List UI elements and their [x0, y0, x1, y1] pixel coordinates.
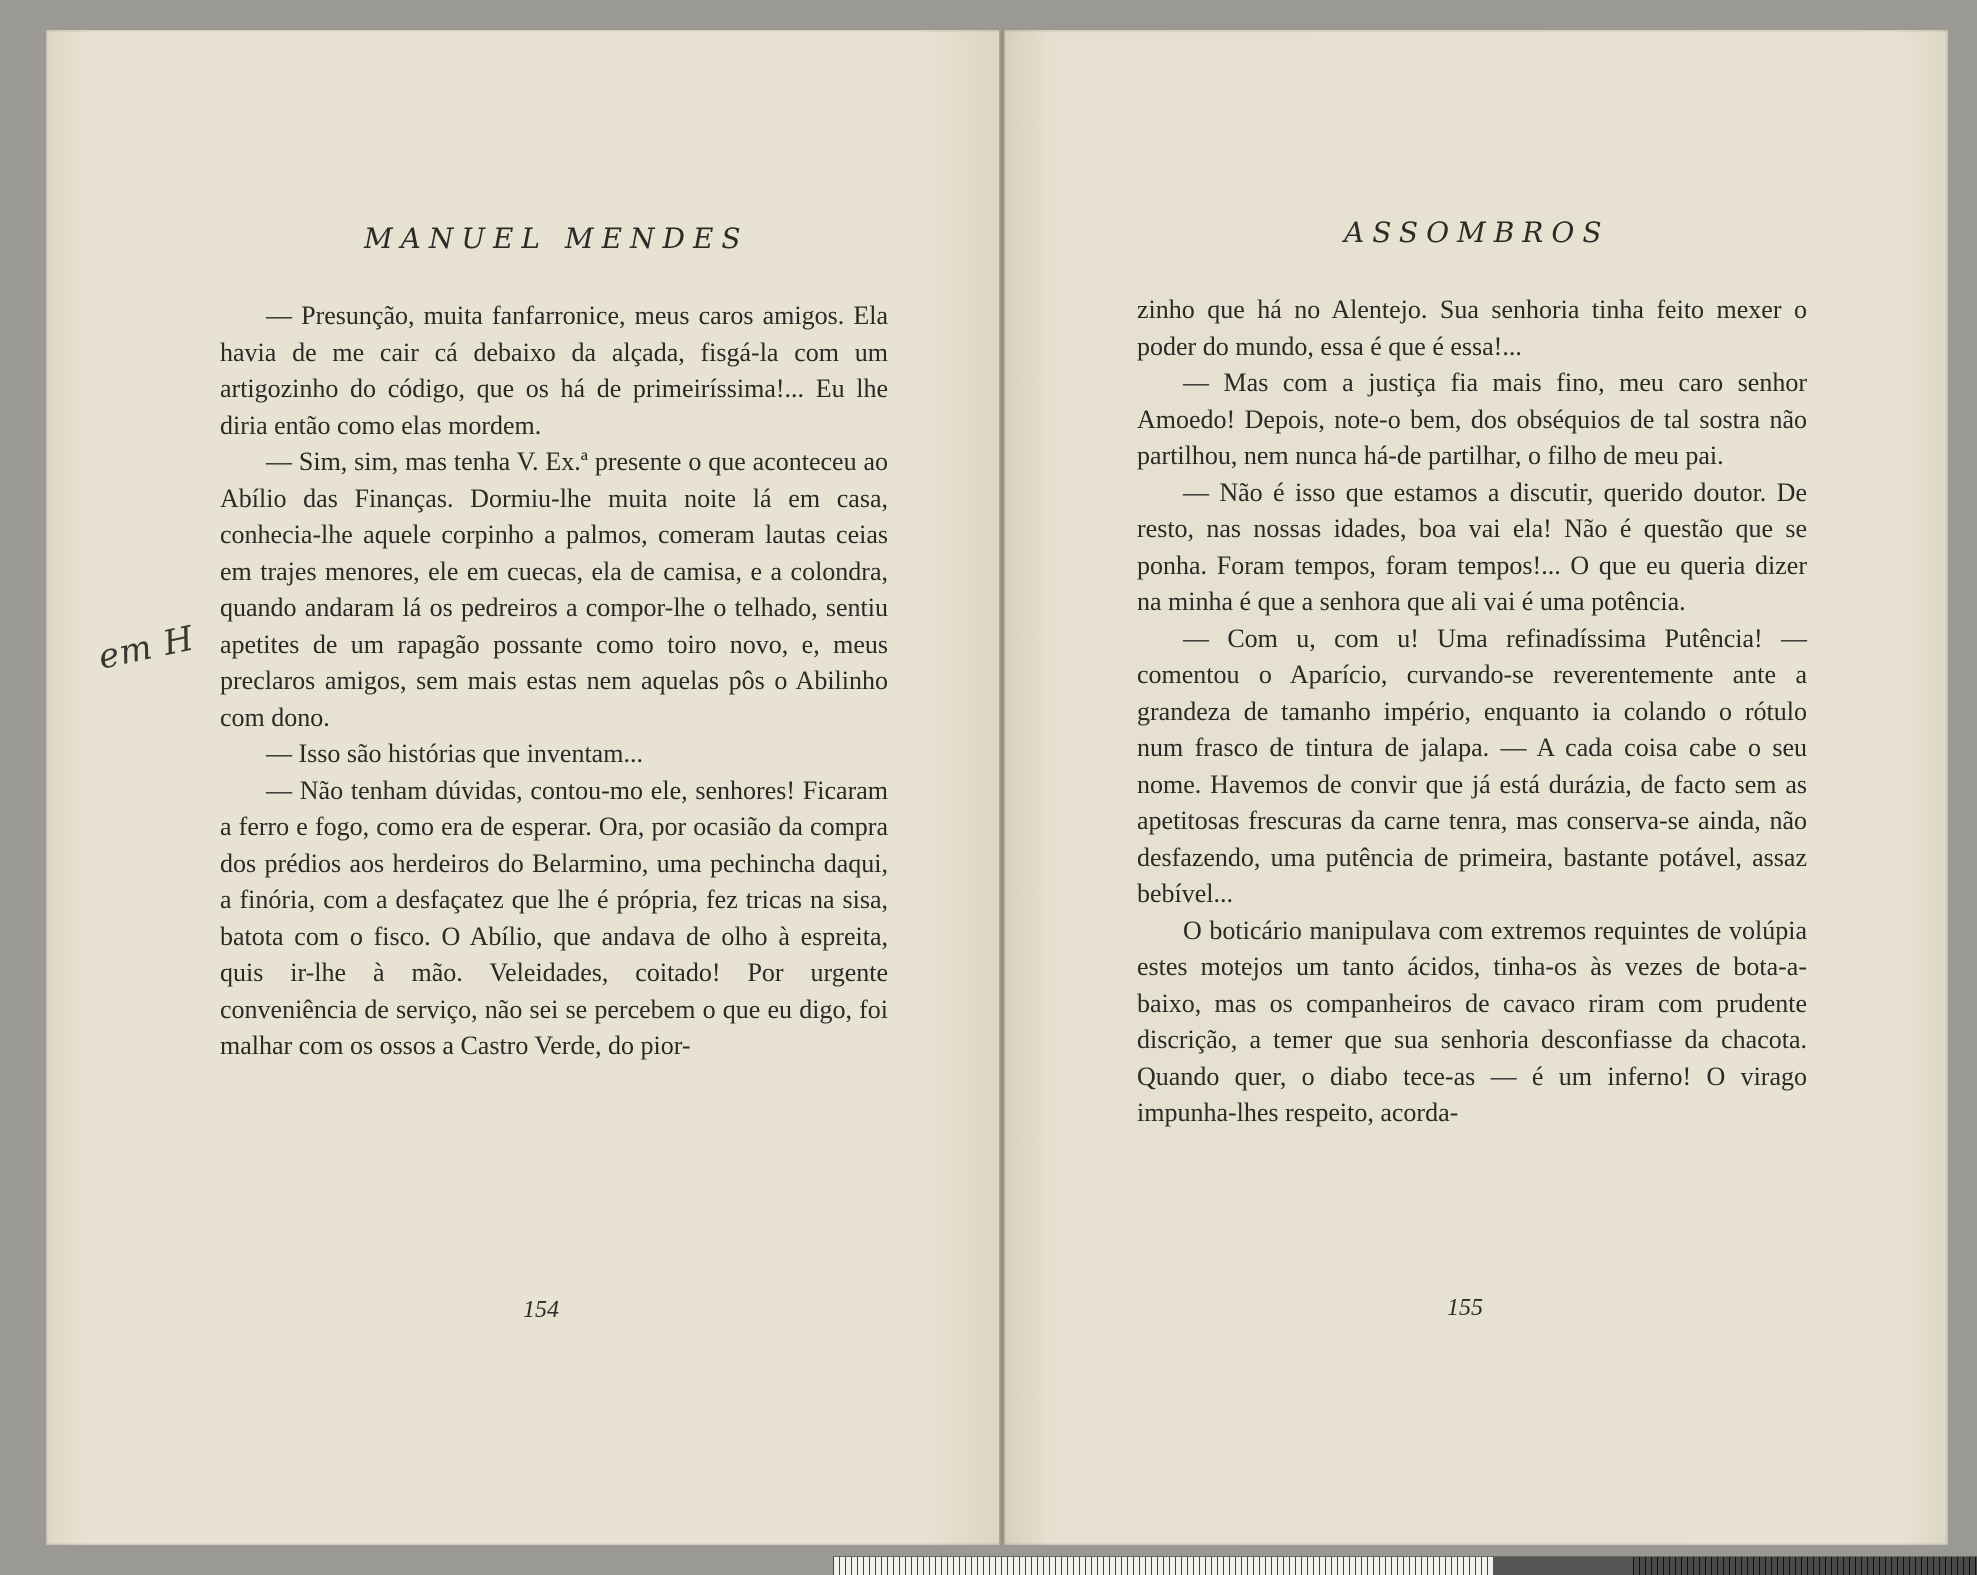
- book-gutter: [999, 30, 1005, 1545]
- right-running-head: ASSOMBROS: [1344, 216, 1610, 249]
- paragraph: — Presunção, muita fanfarronice, meus caros amigos. Ela havia de me cair cá debaixo da alçada, fisgá-la com um artigozinho do código, que os há de primeiríssima!... Eu lhe diria então como elas mordem.: [220, 301, 888, 440]
- paragraph: zinho que há no Alentejo. Sua senhoria tinha feito mexer o poder do mundo, essa é que é essa!...: [1137, 295, 1807, 361]
- left-page-number: 154: [523, 1297, 559, 1323]
- right-page-number: 155: [1447, 1295, 1483, 1321]
- paragraph: — Isso são histórias que inventam...: [266, 739, 643, 768]
- scale-dark-ticks: [1633, 1557, 1977, 1575]
- paragraph: — Mas com a justiça fia mais fino, meu caro senhor Amoedo! Depois, note-o bem, dos obséquios de tal sostra não partilhou, nem nunca há-de partilhar, o filho de meu pai.: [1137, 368, 1807, 470]
- paragraph: — Sim, sim, mas tenha V. Ex.ª presente o que aconteceu ao Abílio das Finanças. Dormiu-lhe muita noite lá em casa, conhecia-lhe aquele corpinho a palmos, comeram lautas ceias em trajes menores, ele em cuecas, ela de camisa, e a colondra, quando andaram lá os pedreiros a compor-lhe o telhado, sentiu apetites de um rapagão possante como toiro novo, e, meus preclaros amigos, sem mais estas nem aquelas pôs o Abilinho com dono.: [220, 447, 888, 732]
- paragraph: — Não é isso que estamos a discutir, querido doutor. De resto, nas nossas idades, boa vai ela! Não é questão que se ponha. Foram tempos, foram tempos!... O que eu queria dizer na minha é que a senhora que ali vai é uma potência.: [1137, 477, 1807, 616]
- left-page-body: [220, 298, 888, 1065]
- right-page-body: [1137, 292, 1807, 1132]
- paragraph: — Com u, com u! Uma refinadíssima Putência! — comentou o Aparício, curvando-se reverentemente ante a grandeza de tamanho império, enquanto ia colando o rótulo num frasco de tintura de jalapa. — A cada coisa cabe o seu nome. Havemos de convir que já está durázia, de facto sem as apetitosas frescuras da carne tenra, mas conserva-se ainda, não desfazendo, uma putência de primeira, bastante potável, assaz bebível...: [1137, 623, 1807, 908]
- left-running-head: MANUEL MENDES: [364, 222, 749, 255]
- measurement-scale-bar: [833, 1556, 1977, 1575]
- paragraph: — Não tenham dúvidas, contou-mo ele, senhores! Ficaram a ferro e fogo, como era de esperar. Ora, por ocasião da compra dos prédios aos herdeiros do Belarmino, uma pechincha daqui, a finória, com a desfaçatez que lhe é própria, fez tricas na sisa, batota com o fisco. O Abílio, que andava de olho à espreita, quis ir-lhe à mão. Veleidades, coitado! Por urgente conveniência de serviço, não sei se percebem o que eu digo, foi malhar com os ossos a Castro Verde, do pior-: [220, 775, 888, 1060]
- scale-ticks: [833, 1557, 1493, 1575]
- handwritten-marginal-note: em H: [94, 618, 198, 678]
- paragraph: O boticário manipulava com extremos requintes de volúpia estes motejos um tanto ácidos, tinha-os às vezes de bota-a-baixo, mas os companheiros de cavaco riram com prudente discrição, a temer que sua senhoria desconfiasse da chacota. Quando quer, o diabo tece-as — é um inferno! O virago impunha-lhes respeito, acorda-: [1137, 915, 1807, 1127]
